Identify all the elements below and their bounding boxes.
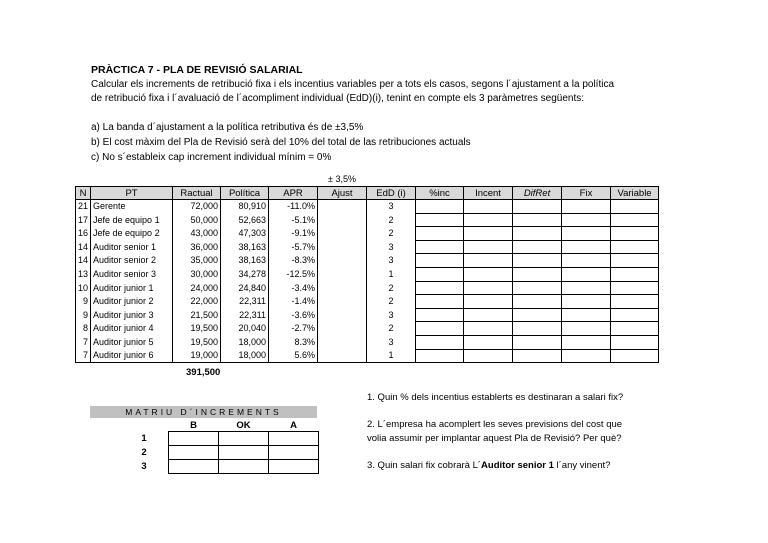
cell-ajust[interactable]: [318, 267, 367, 281]
cell-fix[interactable]: [562, 267, 611, 281]
question-2: [367, 418, 667, 446]
cell-fix[interactable]: [562, 322, 611, 336]
cell-n: 10: [76, 281, 91, 295]
cell-inc[interactable]: [416, 200, 464, 214]
cell-pt: Gerente: [91, 200, 173, 214]
cell-n: 8: [76, 322, 91, 336]
header-ajust: Ajust: [318, 187, 367, 200]
cell-pt: Auditor junior 5: [91, 335, 173, 349]
cell-ajust[interactable]: [318, 200, 367, 214]
cell-inc[interactable]: [416, 267, 464, 281]
table-row: [76, 240, 659, 254]
band-label: ± 3,5%: [328, 174, 356, 184]
cell-variable[interactable]: [611, 281, 659, 295]
cell-pt: Jefe de equipo 2: [91, 227, 173, 241]
table-row: [76, 281, 659, 295]
cell-apr: -1.4%: [269, 295, 318, 309]
page-title: PRÀCTICA 7 - PLA DE REVISIÓ SALARIAL: [91, 64, 303, 76]
cell-edd: 3: [367, 308, 416, 322]
cell-ractual: 36,000: [173, 240, 221, 254]
matrix-row-2: 2: [141, 447, 147, 458]
matrix-row-1: 1: [141, 433, 147, 444]
cell-ractual: 50,000: [173, 213, 221, 227]
cell-n: 14: [76, 240, 91, 254]
cell-edd: 1: [367, 349, 416, 363]
cell-difret[interactable]: [513, 267, 562, 281]
header-incent: Incent: [464, 187, 513, 200]
matrix-title: MATRIU D´INCREMENTS: [90, 406, 317, 418]
cell-ractual: 72,000: [173, 200, 221, 214]
cell-incent[interactable]: [464, 213, 513, 227]
cell-edd: 3: [367, 335, 416, 349]
table-row: [76, 335, 659, 349]
cell-difret[interactable]: [513, 213, 562, 227]
cell-inc[interactable]: [416, 227, 464, 241]
cell-edd: 2: [367, 227, 416, 241]
cell-apr: 8.3%: [269, 335, 318, 349]
cell-edd: 2: [367, 213, 416, 227]
total-ractual: 391,500: [186, 367, 221, 378]
cell-n: 9: [76, 308, 91, 322]
cell-apr: -12.5%: [269, 267, 318, 281]
matrix-cell[interactable]: [219, 446, 269, 460]
cell-inc[interactable]: [416, 240, 464, 254]
cell-incent[interactable]: [464, 308, 513, 322]
cell-difret[interactable]: [513, 322, 562, 336]
cell-variable[interactable]: [611, 349, 659, 363]
cell-inc[interactable]: [416, 281, 464, 295]
cell-pt: Auditor senior 1: [91, 240, 173, 254]
cell-n: 13: [76, 267, 91, 281]
cell-edd: 2: [367, 281, 416, 295]
cell-apr: -3.4%: [269, 281, 318, 295]
cell-pt: Auditor junior 1: [91, 281, 173, 295]
cell-incent[interactable]: [464, 254, 513, 268]
cell-politica: 18,000: [221, 349, 269, 363]
matrix-cell[interactable]: [169, 432, 219, 446]
cell-ractual: 19,500: [173, 335, 221, 349]
cell-ajust[interactable]: [318, 308, 367, 322]
table-row: [76, 322, 659, 336]
cell-pt: Jefe de equipo 1: [91, 213, 173, 227]
cell-politica: 34,278: [221, 267, 269, 281]
cell-inc[interactable]: [416, 254, 464, 268]
cell-politica: 38,163: [221, 254, 269, 268]
cell-ractual: 24,000: [173, 281, 221, 295]
cell-fix[interactable]: [562, 295, 611, 309]
cell-incent[interactable]: [464, 295, 513, 309]
header-fix: Fix: [562, 187, 611, 200]
question-3-bold: Auditor senior 1: [481, 460, 554, 471]
cell-n: 7: [76, 335, 91, 349]
header-edd: EdD (i): [367, 187, 416, 200]
cell-politica: 18,000: [221, 335, 269, 349]
cell-ractual: 22,000: [173, 295, 221, 309]
parameter-b: b) El cost màxim del Pla de Revisió serà del 10% del total de las retribuciones actuals: [91, 137, 471, 148]
cell-ractual: 43,000: [173, 227, 221, 241]
cell-ajust[interactable]: [318, 349, 367, 363]
cell-apr: -5.1%: [269, 213, 318, 227]
cell-politica: 52,663: [221, 213, 269, 227]
cell-pt: Auditor junior 6: [91, 349, 173, 363]
cell-apr: -8.3%: [269, 254, 318, 268]
cell-fix[interactable]: [562, 308, 611, 322]
header-n: N: [76, 187, 91, 200]
cell-fix[interactable]: [562, 335, 611, 349]
cell-variable[interactable]: [611, 295, 659, 309]
parameter-c: c) No s´estableix cap increment individual mínim = 0%: [91, 152, 332, 163]
matrix-col-ok: OK: [236, 419, 251, 431]
cell-difret[interactable]: [513, 254, 562, 268]
cell-incent[interactable]: [464, 349, 513, 363]
cell-apr: -3.6%: [269, 308, 318, 322]
cell-ajust[interactable]: [318, 335, 367, 349]
cell-ractual: 21,500: [173, 308, 221, 322]
cell-fix[interactable]: [562, 240, 611, 254]
cell-variable[interactable]: [611, 200, 659, 214]
cell-politica: 22,311: [221, 295, 269, 309]
table-row: [76, 227, 659, 241]
cell-fix[interactable]: [562, 200, 611, 214]
cell-variable[interactable]: [611, 240, 659, 254]
cell-ajust[interactable]: [318, 322, 367, 336]
header-pt: PT: [91, 187, 173, 200]
cell-variable[interactable]: [611, 335, 659, 349]
cell-edd: 2: [367, 322, 416, 336]
cell-variable[interactable]: [611, 213, 659, 227]
parameter-a: a) La banda d´ajustament a la política retributiva és de ±3,5%: [91, 122, 364, 133]
cell-incent[interactable]: [464, 335, 513, 349]
cell-n: 9: [76, 295, 91, 309]
cell-n: 16: [76, 227, 91, 241]
cell-pt: Auditor junior 2: [91, 295, 173, 309]
cell-ajust[interactable]: [318, 227, 367, 241]
cell-politica: 47,303: [221, 227, 269, 241]
cell-pt: Auditor junior 4: [91, 322, 173, 336]
cell-variable[interactable]: [611, 267, 659, 281]
cell-difret[interactable]: [513, 227, 562, 241]
cell-incent[interactable]: [464, 227, 513, 241]
cell-pt: Auditor senior 3: [91, 267, 173, 281]
cell-variable[interactable]: [611, 308, 659, 322]
cell-n: 7: [76, 349, 91, 363]
header-ractual: Ractual: [173, 187, 221, 200]
cell-apr: -11.0%: [269, 200, 318, 214]
table-row: [76, 349, 659, 363]
cell-n: 21: [76, 200, 91, 214]
cell-difret[interactable]: [513, 281, 562, 295]
cell-n: 17: [76, 213, 91, 227]
cell-inc[interactable]: [416, 295, 464, 309]
table-row: [76, 254, 659, 268]
table-row: [76, 213, 659, 227]
question-2-line-1: 2. L´empresa ha acomplert les seves previsions del cost que: [367, 419, 623, 430]
cell-politica: 24,840: [221, 281, 269, 295]
question-1: 1. Quin % dels incentius establerts es destinaran a salari fix?: [367, 392, 624, 403]
cell-incent[interactable]: [464, 322, 513, 336]
table-row: [76, 308, 659, 322]
header-difret: DifRet: [513, 187, 562, 200]
matrix-cell[interactable]: [169, 446, 219, 460]
cell-inc[interactable]: [416, 308, 464, 322]
header-politica: Política: [221, 187, 269, 200]
cell-ractual: 19,000: [173, 349, 221, 363]
cell-variable[interactable]: [611, 254, 659, 268]
cell-pt: Auditor junior 3: [91, 308, 173, 322]
cell-politica: 20,040: [221, 322, 269, 336]
question-2-line-2: volia assumir per implantar aquest Pla de Revisió? Per què?: [367, 433, 622, 444]
header-inc: %inc: [416, 187, 464, 200]
table-row: [76, 200, 659, 214]
parameters-list: [91, 120, 471, 165]
cell-n: 14: [76, 254, 91, 268]
cell-ractual: 35,000: [173, 254, 221, 268]
cell-politica: 38,163: [221, 240, 269, 254]
cell-fix[interactable]: [562, 254, 611, 268]
matrix-cell[interactable]: [169, 460, 219, 474]
cell-edd: 2: [367, 295, 416, 309]
cell-edd: 3: [367, 200, 416, 214]
cell-ajust[interactable]: [318, 254, 367, 268]
cell-politica: 80,910: [221, 200, 269, 214]
cell-incent[interactable]: [464, 240, 513, 254]
cell-edd: 1: [367, 267, 416, 281]
matrix-cell[interactable]: [269, 460, 319, 474]
cell-edd: 3: [367, 240, 416, 254]
cell-ajust[interactable]: [318, 240, 367, 254]
question-3-suffix: l´any vinent?: [553, 460, 611, 471]
cell-apr: -2.7%: [269, 322, 318, 336]
matrix-cell[interactable]: [269, 446, 319, 460]
cell-ractual: 19,500: [173, 322, 221, 336]
cell-apr: -9.1%: [269, 227, 318, 241]
matrix-col-a: A: [290, 419, 297, 431]
cell-incent[interactable]: [464, 267, 513, 281]
cell-variable[interactable]: [611, 227, 659, 241]
cell-politica: 22,311: [221, 308, 269, 322]
cell-difret[interactable]: [513, 200, 562, 214]
cell-difret[interactable]: [513, 240, 562, 254]
header-variable: Variable: [611, 187, 659, 200]
table-header-row: [76, 187, 659, 200]
question-3-prefix: 3. Quin salari fix cobrarà L´: [367, 460, 482, 471]
cell-apr: -5.7%: [269, 240, 318, 254]
increment-matrix: [120, 419, 319, 474]
cell-inc[interactable]: [416, 322, 464, 336]
cell-fix[interactable]: [562, 281, 611, 295]
instructions-line-2: de retribució fixa i l´avaluació de l´acompliment individual (EdD)(i), tenint en compte els 3 paràmetres següents:: [91, 93, 585, 104]
matrix-row-3: 3: [141, 461, 147, 472]
cell-variable[interactable]: [611, 322, 659, 336]
cell-fix[interactable]: [562, 227, 611, 241]
salary-table: [75, 186, 659, 363]
cell-inc[interactable]: [416, 213, 464, 227]
cell-incent[interactable]: [464, 281, 513, 295]
table-row: [76, 295, 659, 309]
cell-pt: Auditor senior 2: [91, 254, 173, 268]
cell-ractual: 30,000: [173, 267, 221, 281]
cell-inc[interactable]: [416, 349, 464, 363]
matrix-col-b: B: [190, 419, 197, 431]
cell-apr: 5.6%: [269, 349, 318, 363]
cell-difret[interactable]: [513, 295, 562, 309]
question-3: [367, 459, 667, 473]
cell-ajust[interactable]: [318, 213, 367, 227]
instructions-line-1: Calcular els increments de retribució fixa i els incentius variables per a tots els casos, segons l´ajustament a la política: [91, 79, 615, 90]
matrix-cell[interactable]: [219, 432, 269, 446]
matrix-cell[interactable]: [219, 460, 269, 474]
cell-ajust[interactable]: [318, 295, 367, 309]
cell-fix[interactable]: [562, 213, 611, 227]
cell-fix[interactable]: [562, 349, 611, 363]
cell-incent[interactable]: [464, 200, 513, 214]
instructions: [91, 78, 651, 106]
cell-difret[interactable]: [513, 335, 562, 349]
cell-inc[interactable]: [416, 335, 464, 349]
cell-difret[interactable]: [513, 349, 562, 363]
table-row: [76, 267, 659, 281]
cell-ajust[interactable]: [318, 281, 367, 295]
cell-difret[interactable]: [513, 308, 562, 322]
matrix-cell[interactable]: [269, 432, 319, 446]
header-apr: APR: [269, 187, 318, 200]
cell-edd: 3: [367, 254, 416, 268]
